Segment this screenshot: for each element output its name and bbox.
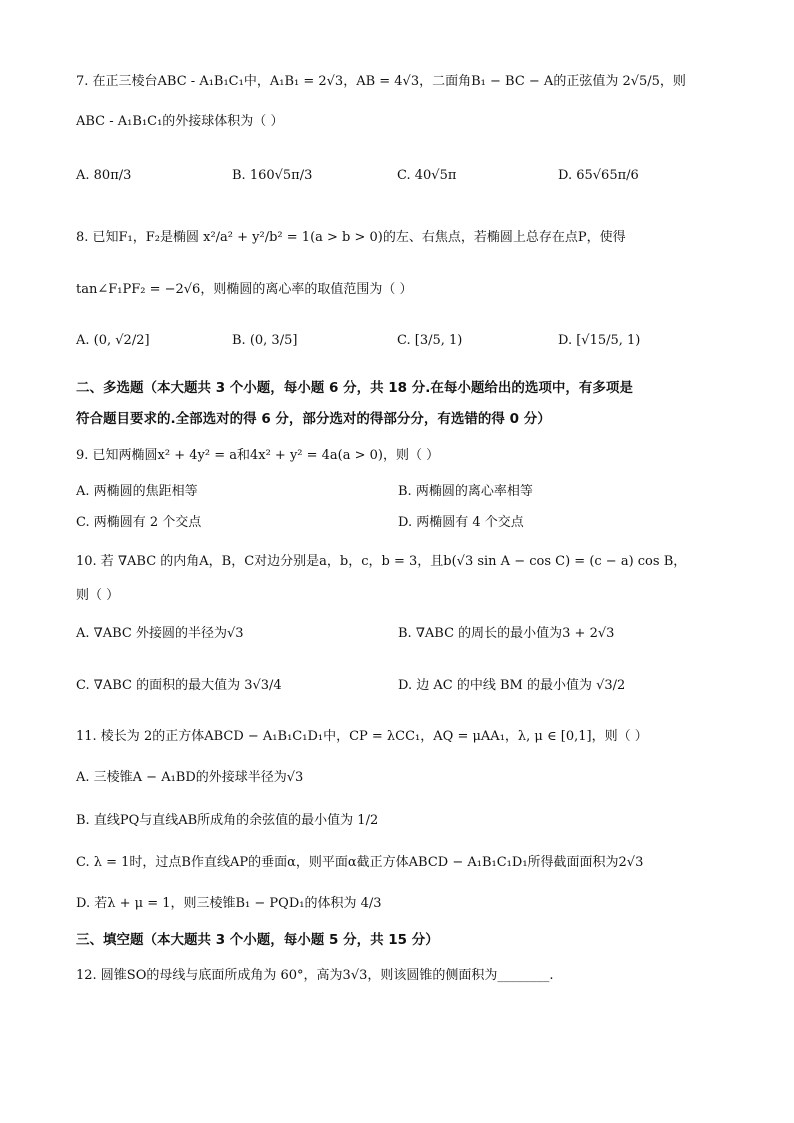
q7-line2 xyxy=(76,112,283,132)
q8-line1-text: 8. 已知F₁，F₂是椭圆 x²/a² + y²/b² = 1(a > b > 0)的左、右焦点，若椭圆上总存在点P，使得 xyxy=(76,230,626,245)
q7-option-c[interactable]: C. 40√5π xyxy=(397,168,457,183)
section2-heading-line2: 符合题目要求的.全部选对的得 6 分，部分选对的得部分分，有选错的得 0 分） xyxy=(76,411,551,427)
q9-option-c[interactable]: C. 两椭圆有 2 个交点 xyxy=(76,515,202,530)
q9-option-b[interactable]: B. 两椭圆的离心率相等 xyxy=(398,484,533,499)
q8-option-a[interactable]: A. (0, √2/2] xyxy=(76,333,150,348)
q8-option-d[interactable]: D. [√15/5, 1) xyxy=(558,333,641,348)
q11-option-a[interactable]: A. 三棱锥A − A₁BD的外接球半径为√3 xyxy=(76,770,304,785)
q8-line2 xyxy=(76,280,412,300)
q12-line1: 12. 圆锥SO的母线与底面所成角为 60°，高为3√3，则该圆锥的侧面积为________. xyxy=(76,968,554,983)
q11-option-d[interactable]: D. 若λ + μ = 1，则三棱锥B₁ − PQD₁的体积为 4/3 xyxy=(76,896,382,911)
q9-line1: 9. 已知两椭圆x² + 4y² = a和4x² + y² = 4a(a > 0)，则（ ） xyxy=(76,448,440,463)
q8-line1 xyxy=(76,228,626,248)
q7-option-d[interactable]: D. 65√65π/6 xyxy=(558,168,639,183)
q8-line2-text: tan∠F₁PF₂ = −2√6，则椭圆的离心率的取值范围为（ ） xyxy=(76,282,413,297)
q10-line1: 10. 若 ∇ABC 的内角A，B，C对边分别是a，b，c，b = 3，且b(√3 sin A − cos C) = (c − a) cos B， xyxy=(76,554,687,569)
q7-option-a[interactable]: A. 80π/3 xyxy=(76,168,132,183)
q9-option-a[interactable]: A. 两椭圆的焦距相等 xyxy=(76,484,198,499)
q9-option-d[interactable]: D. 两椭圆有 4 个交点 xyxy=(398,515,524,530)
q11-option-c[interactable]: C. λ = 1时，过点B作直线AP的垂面α，则平面α截正方体ABCD − A₁B₁C₁D₁所得截面面积为2√3 xyxy=(76,855,644,870)
q10-option-a[interactable]: A. ∇ABC 外接圆的半径为√3 xyxy=(76,626,244,641)
q7-line1-text: 7. 在正三棱台ABC - A₁B₁C₁中，A₁B₁ = 2√3，AB = 4√3，二面角B₁ − BC − A的正弦值为 2√5/5，则 xyxy=(76,74,686,89)
q10-line2: 则（ ） xyxy=(76,588,120,603)
q8-option-c[interactable]: C. [3/5, 1) xyxy=(397,333,463,348)
section2-heading-line1: 二、多选题（本大题共 3 个小题，每小题 6 分，共 18 分.在每小题给出的选项中，有多项是 xyxy=(76,380,633,396)
q7-line2-text: ABC - A₁B₁C₁的外接球体积为（ ） xyxy=(76,114,284,129)
q11-option-b[interactable]: B. 直线PQ与直线AB所成角的余弦值的最小值为 1/2 xyxy=(76,813,379,828)
q11-line1: 11. 棱长为 2的正方体ABCD − A₁B₁C₁D₁中，CP = λCC₁，AQ = μAA₁，λ, μ ∈ [0,1]，则（ ） xyxy=(76,729,648,744)
section3-heading: 三、填空题（本大题共 3 个小题，每小题 5 分，共 15 分） xyxy=(76,932,439,948)
q10-option-c[interactable]: C. ∇ABC 的面积的最大值为 3√3/4 xyxy=(76,678,282,693)
q7-line1 xyxy=(76,72,686,92)
q8-option-b[interactable]: B. (0, 3/5] xyxy=(232,333,298,348)
q10-option-b[interactable]: B. ∇ABC 的周长的最小值为3 + 2√3 xyxy=(398,626,615,641)
q7-option-b[interactable]: B. 160√5π/3 xyxy=(232,168,313,183)
q10-option-d[interactable]: D. 边 AC 的中线 BM 的最小值为 √3/2 xyxy=(398,678,626,693)
